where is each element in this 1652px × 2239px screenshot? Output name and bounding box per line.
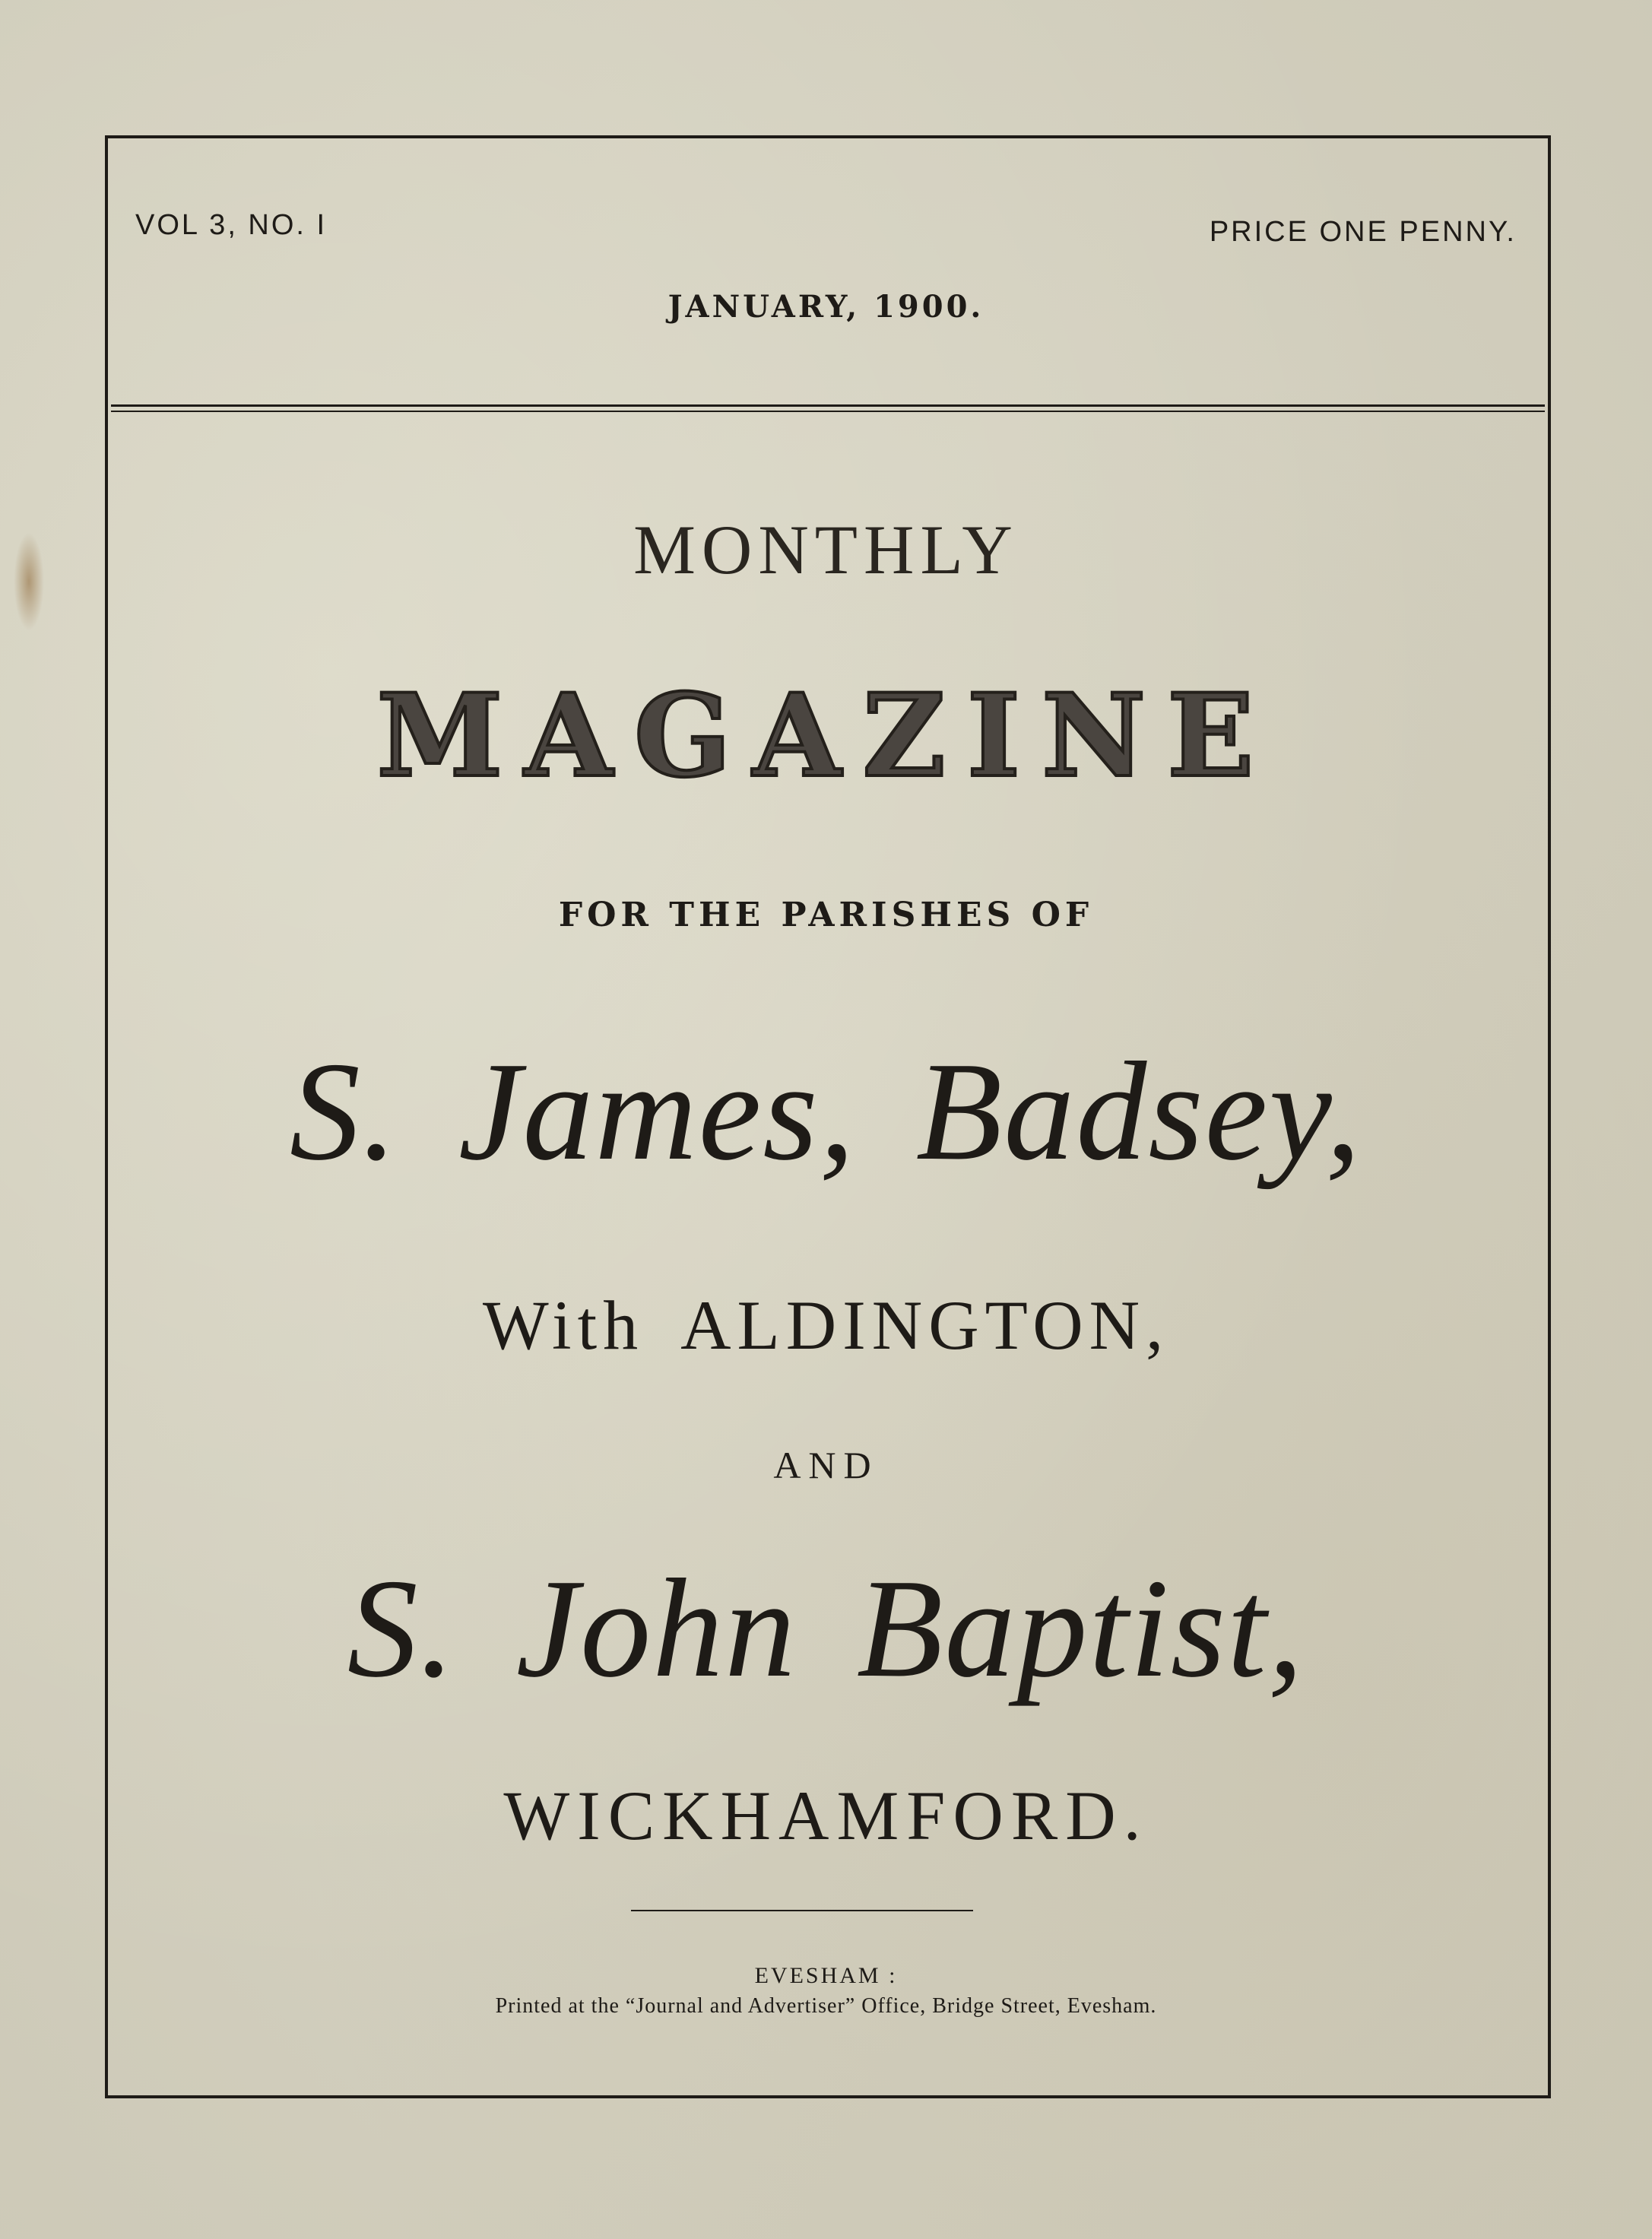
imprint-printer: Printed at the “Journal and Advertiser” Office, Bridge Street, Evesham. [495,1994,1157,2018]
imprint-divider [631,1910,973,1911]
title-magazine: MAGAZINE [376,669,1276,803]
conjunction-and: AND [773,1444,879,1486]
parishes-intro: FOR THE PARISHES OF [558,896,1094,934]
parish-aldington: With ALDINGTON, [482,1286,1170,1364]
issue-date: JANUARY, 1900. [667,289,985,325]
title-monthly: MONTHLY [633,511,1019,588]
imprint-town: EVESHAM : [754,1963,898,1988]
parish-st-james: S. James, Badsey, [289,1033,1363,1190]
parish-wickhamford: WICKHAMFORD. [503,1777,1149,1854]
price-label: PRICE ONE PENNY. [1209,216,1517,248]
header-double-rule [111,404,1545,412]
parish-st-john: S. John Baptist, [347,1550,1305,1707]
volume-number: VOL 3, NO. I [135,209,328,241]
